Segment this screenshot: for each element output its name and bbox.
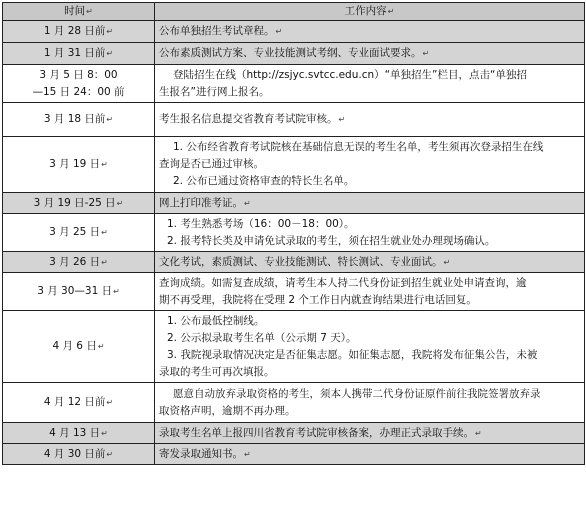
table-row	[3, 214, 585, 252]
work-cell	[155, 252, 585, 273]
return-mark-icon: ↵	[106, 49, 114, 58]
work-text: 取资格声明，逾期不再办理。	[159, 404, 296, 417]
work-cell	[155, 65, 585, 103]
return-mark-icon: ↵	[106, 449, 114, 459]
header-work-cell	[155, 3, 585, 21]
work-text: 考生报名信息提交省教育考试院审核。	[159, 113, 338, 125]
work-cell	[155, 193, 585, 214]
return-mark-icon: ↵	[106, 27, 114, 36]
header-work-label: 工作内容	[344, 5, 387, 17]
table-row	[3, 444, 585, 465]
work-text: 网上打印准考证。	[159, 196, 243, 209]
work-text: 文化考试，素质测试、专业技能测试、特长测试、专业面试。	[159, 255, 443, 268]
work-cell	[155, 21, 585, 43]
enrollment-schedule-table	[2, 2, 585, 465]
work-text: 查询是否已通过审核。	[159, 158, 264, 170]
return-mark-icon: ↵	[116, 198, 124, 208]
table-row	[3, 21, 585, 43]
work-cell	[155, 383, 585, 423]
return-mark-icon: ↵	[244, 198, 251, 208]
time-cell	[3, 444, 155, 465]
return-mark-icon: ↵	[338, 115, 346, 124]
time-text: 3 月 18 日前	[43, 113, 106, 125]
return-mark-icon: ↵	[106, 115, 114, 124]
work-text: 录取的考生可再次填报。	[159, 365, 275, 378]
table-row	[3, 311, 585, 383]
work-text: 查询成绩。如需复查成绩，请考生本人持二代身份证到招生就业处申请查询，逾	[159, 276, 527, 289]
time-cell	[3, 21, 155, 43]
work-text: 愿意自动放弃录取资格的考生，须本人携带二代身份证原件前往我院签署放弃录	[173, 387, 541, 400]
return-mark-icon: ↵	[106, 398, 114, 407]
work-cell	[155, 43, 585, 65]
work-cell	[155, 423, 585, 444]
return-mark-icon: ↵	[101, 257, 108, 267]
header-time-cell	[3, 3, 155, 21]
time-text: 1 月 28 日前	[43, 25, 106, 37]
table-row	[3, 193, 585, 214]
time-cell	[3, 43, 155, 65]
table-row	[3, 43, 585, 65]
work-text: 2. 报考特长类及申请免试录取的考生，须在招生就业处办理现场确认。	[167, 234, 496, 247]
work-text: 登陆招生在线（http://zsjyc.svtcc.edu.cn）“单独招生”栏目，点击“单独招	[173, 68, 527, 81]
time-text: 1 月 31 日前	[43, 47, 106, 59]
time-cell	[3, 252, 155, 273]
time-text: —15 日 24：00 前	[32, 85, 125, 98]
return-mark-icon: ↵	[97, 342, 105, 351]
time-cell	[3, 311, 155, 383]
time-text: 3 月 26 日	[49, 255, 101, 268]
time-cell	[3, 273, 155, 311]
return-mark-icon: ↵	[443, 257, 451, 267]
work-text: 期不再受理，我院将在受理 2 个工作日内就查询结果进行电话回复。	[159, 293, 477, 306]
time-text: 3 月 5 日 8：00	[39, 68, 118, 81]
work-text: 1. 考生熟悉考场（16：00－18：00）。	[167, 217, 355, 230]
return-mark-icon: ↵	[275, 27, 283, 36]
time-cell	[3, 383, 155, 423]
return-mark-icon: ↵	[387, 7, 395, 16]
time-text: 3 月 25 日	[49, 226, 101, 238]
work-cell	[155, 103, 585, 137]
time-text: 4 月 13 日	[49, 426, 101, 439]
time-cell	[3, 193, 155, 214]
time-text: 4 月 30 日前	[43, 447, 106, 460]
time-text: 4 月 6 日	[52, 340, 97, 352]
header-time-label: 时间	[64, 5, 86, 17]
time-text: 4 月 12 日前	[43, 396, 106, 408]
time-cell	[3, 65, 155, 103]
time-cell	[3, 137, 155, 193]
work-cell	[155, 444, 585, 465]
work-text: 公布单独招生考试章程。	[159, 25, 275, 37]
time-text: 3 月 19 日	[49, 158, 101, 170]
table-row	[3, 252, 585, 273]
work-text: 公布素质测试方案、专业技能测试考纲、专业面试要求。	[159, 47, 422, 59]
return-mark-icon: ↵	[101, 228, 108, 237]
return-mark-icon: ↵	[422, 49, 430, 58]
table-row	[3, 423, 585, 444]
work-text: 2. 公布已通过资格审查的特长生名单。	[173, 175, 355, 187]
table-header-row	[3, 3, 585, 21]
return-mark-icon: ↵	[244, 449, 251, 459]
time-text: 3 月 30—31 日	[37, 285, 113, 297]
return-mark-icon: ↵	[86, 7, 93, 16]
work-text: 录取考生名单上报四川省教育考试院审核备案，办理正式录取手续。	[159, 426, 474, 439]
time-cell	[3, 423, 155, 444]
work-cell	[155, 214, 585, 252]
work-cell	[155, 273, 585, 311]
work-text: 生报名”进行网上报名。	[159, 85, 270, 98]
table-row	[3, 273, 585, 311]
work-text: 2. 公示拟录取考生名单（公示期 7 天）。	[167, 331, 357, 344]
time-text: 3 月 19 日-25 日	[33, 196, 116, 209]
work-text: 寄发录取通知书。	[159, 447, 243, 460]
work-text: 1. 公布最低控制线。	[167, 314, 265, 327]
work-cell	[155, 137, 585, 193]
return-mark-icon: ↵	[113, 287, 120, 296]
work-text: 3. 我院视录取情况决定是否征集志愿。如征集志愿，我院将发布征集公告，未被	[167, 348, 538, 361]
time-cell	[3, 103, 155, 137]
table-row	[3, 65, 585, 103]
table-row	[3, 103, 585, 137]
return-mark-icon: ↵	[475, 428, 482, 438]
work-cell	[155, 311, 585, 383]
return-mark-icon: ↵	[101, 428, 108, 438]
table-row	[3, 383, 585, 423]
table-row	[3, 137, 585, 193]
time-cell	[3, 214, 155, 252]
work-text: 1. 公布经省教育考试院核在基础信息无误的考生名单，考生须再次登录招生在线	[173, 141, 544, 153]
return-mark-icon: ↵	[101, 160, 108, 169]
